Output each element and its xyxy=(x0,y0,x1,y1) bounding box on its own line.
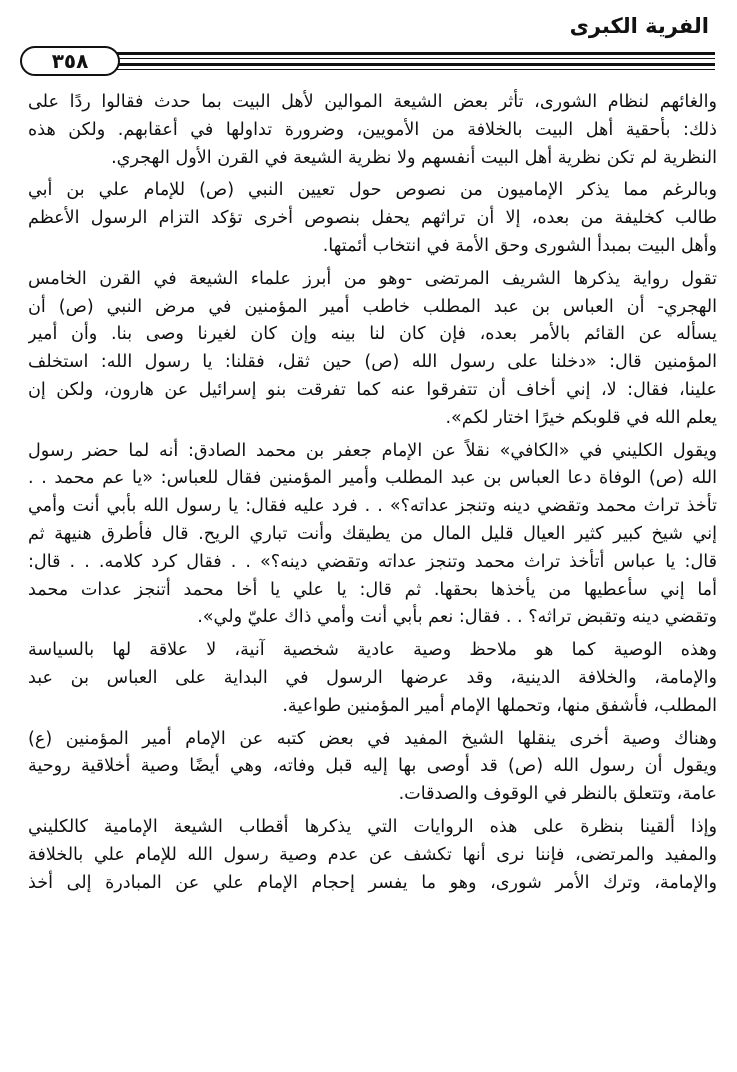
text-line: والإمامة، والخلافة الدينية، وقد عرضها الرسول في البداية على العباس بن عبد xyxy=(28,667,717,688)
text-line: والغائهم لنظام الشورى، تأثر بعض الشيعة الموالين لأهل البيت بما حدث فقالوا ردًا على xyxy=(28,92,717,112)
text-line: وتقضي دينه وتقبض تراثه؟ . . فقال: نعم بأبي أنت وأمي ذاك عليّ ولي». xyxy=(197,607,717,628)
text-line: المطلب، فأشفق منها، وتحملها الإمام أمير المؤمنين طواعية. xyxy=(282,695,717,716)
text-line: وبالرغم مما يذكر الإماميون من نصوص حول تعيين النبي (ص) للإمام علي بن أبي xyxy=(28,180,717,201)
text-line: طالب كخليفة من بعده، إلا أن تراثهم يحفل بنصوص أخرى تؤكد التزام الرسول الأعظم xyxy=(28,208,717,229)
text-line: عامة، وتتعلق بالنظر في الوقوف والصدقات. xyxy=(398,784,717,805)
running-title: الفرية الكبرى xyxy=(569,14,709,38)
text-line: وهناك وصية أخرى ينقلها الشيخ المفيد في بعض كتبه عن الإمام أمير المؤمنين (ع) xyxy=(28,728,717,749)
text-line: ويقول أن رسول الله (ص) قد أوصى بها إليه قبل وفاته، وهي أيضًا وصية أخلاقية روحية xyxy=(28,756,717,777)
header-rule xyxy=(60,69,715,70)
text-line: يسأله عن القائم بالأمر بعده، فإن كان لنا بينه وإن كان لغيرنا وصى بنا. وأن أمير xyxy=(28,324,717,345)
paragraph xyxy=(28,89,717,172)
text-line: علينا، فقال: لا، إني أخاف أن تتفرقوا عنه كما تفرقت بنو إسرائيل عن هارون، ولكن إن xyxy=(28,379,717,400)
text-line: المؤمنين قال: «دخلنا على رسول الله (ص) حين ثقل، فقلنا: يا رسول الله: استخلف xyxy=(28,352,717,373)
text-line: الله (ص) الوفاة دعا العباس بن عبد المطلب وأمير المؤمنين فقال للعباس: «يا عم محمد . . xyxy=(28,468,717,489)
paragraph xyxy=(28,637,717,720)
text-line: ويقول الكليني في «الكافي» نقلاً عن الإمام جعفر بن محمد الصادق: أنه لما حضر رسول xyxy=(28,440,717,461)
header-rule xyxy=(60,58,715,59)
text-line: إني شيخ كبير كثير العيال قليل المال من يطيقك وأنت تباري الريح. قال فأطرق هنيهة ثم xyxy=(28,523,717,544)
text-line: وأهل البيت بمبدأ الشورى وحق الأمة في انتخاب أئمتها. xyxy=(322,235,717,256)
page-number: ٣٥٨ xyxy=(20,46,120,76)
text-line: تقول رواية يذكرها الشريف المرتضى -وهو من أبرز علماء الشيعة في القرن الخامس xyxy=(28,268,717,289)
header-rule xyxy=(60,63,715,66)
text-line: وإذا ألقينا بنظرة على هذه الروايات التي يذكرها أقطاب الشيعة الإمامية كالكليني xyxy=(28,816,717,837)
text-line: الهجري- أن العباس بن عبد المطلب خاطب أمير المؤمنين في مرض النبي (ص) أن xyxy=(28,296,717,317)
text-line: أما إني سأعطيها من يأخذها بحقها. ثم قال: يا علي يا أخا محمد أتنجز عدات محمد xyxy=(28,579,717,600)
header-rule xyxy=(60,52,715,55)
text-line: قال: يا عباس أتأخذ تراث محمد وتنجز عداته وتقضي دينه؟» . . فقال كرد كلامه. . . قال: xyxy=(28,551,717,572)
text-line: والمفيد والمرتضى، فإننا نرى أنها تكشف عن عدم وصية رسول الله للإمام علي بالخلافة xyxy=(28,844,717,865)
text-line: والإمامة، وترك الأمر شورى، وهو ما يفسر إحجام الإمام علي عن المبادرة إلى أخذ xyxy=(28,872,717,893)
text-line: النظرية لم تكن نظرية أهل البيت أنفسهم ولا نظرية الشيعة في القرن الأول الهجري. xyxy=(111,147,717,168)
paragraph xyxy=(28,266,717,433)
text-line: وهذه الوصية كما هو ملاحظ وصية عادية شخصية آنية، لا علاقة لها بالسياسة xyxy=(28,640,717,661)
paragraph xyxy=(28,726,717,809)
paragraph xyxy=(28,177,717,260)
text-line: تأخذ تراث محمد وتقضي دينه وتنجز عداته؟» . . فرد عليه فقال: يا رسول الله بأبي أنت وأمي xyxy=(28,496,717,517)
paragraph xyxy=(28,814,717,897)
text-line: ذلك: بأحقية أهل البيت بالخلافة من الأمويين، وضرورة تداولها في أعقابهم. ولكن هذه xyxy=(28,119,717,140)
paragraph xyxy=(28,438,717,633)
text-line: يعلم الله في قلوبكم خيرًا اختار لكم». xyxy=(445,407,717,428)
body-text xyxy=(28,89,717,902)
